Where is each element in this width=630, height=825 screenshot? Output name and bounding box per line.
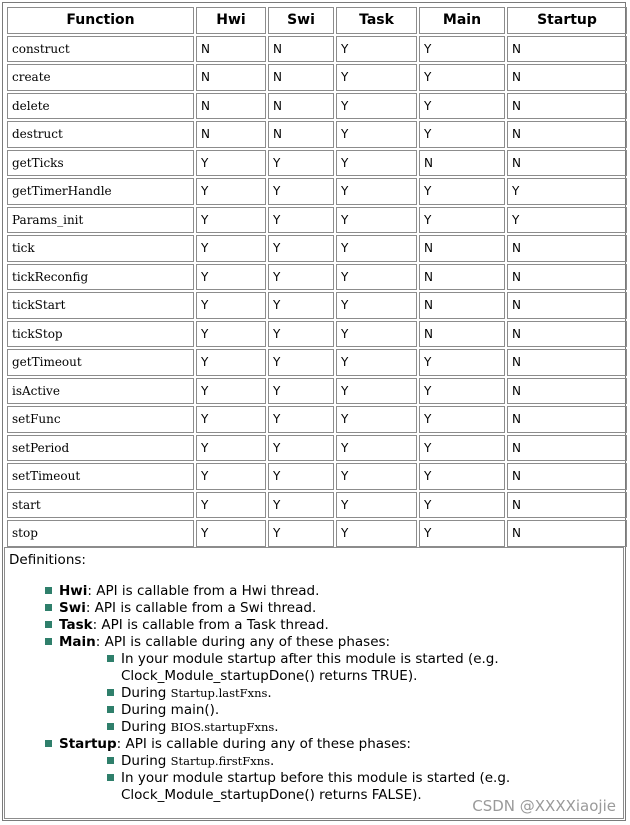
square-bullet-icon — [107, 723, 114, 730]
permission-cell: Y — [419, 406, 505, 433]
phase-text: During — [121, 753, 171, 769]
definition-text: : API is callable during any of these phases: — [95, 634, 391, 650]
table-row — [7, 235, 627, 262]
phase-code: Startup.firstFxns — [170, 754, 271, 768]
function-name-cell: tickStart — [7, 292, 194, 319]
table-row — [7, 520, 627, 547]
permission-cell: N — [419, 264, 505, 291]
function-name-cell: isActive — [7, 378, 194, 405]
phase-code: Startup.lastFxns — [170, 686, 268, 700]
permission-cell: N — [507, 435, 627, 462]
definition-term: Task — [59, 617, 93, 633]
table-row — [7, 463, 627, 490]
phase-text: In your module startup before this module is started (e.g. Clock_Module_startupDone() returns FALSE). — [121, 770, 511, 803]
function-name-cell: setTimeout — [7, 463, 194, 490]
permission-cell: Y — [336, 321, 417, 348]
permission-cell: Y — [336, 36, 417, 63]
permission-cell: Y — [336, 406, 417, 433]
permission-cell: Y — [196, 349, 266, 376]
square-bullet-icon — [107, 774, 114, 781]
permission-cell: Y — [196, 292, 266, 319]
permission-cell: N — [196, 93, 266, 120]
definition-item — [45, 634, 605, 736]
permission-cell: Y — [336, 349, 417, 376]
table-row — [7, 178, 627, 205]
function-name-cell: setPeriod — [7, 435, 194, 462]
definition-term: Swi — [59, 600, 86, 616]
permission-cell: N — [268, 121, 334, 148]
table-row — [7, 64, 627, 91]
square-bullet-icon — [45, 740, 52, 747]
permission-cell: Y — [196, 492, 266, 519]
table-row — [7, 321, 627, 348]
permission-cell: Y — [196, 207, 266, 234]
phase-item — [107, 651, 605, 685]
permission-cell: Y — [507, 178, 627, 205]
permission-cell: Y — [507, 207, 627, 234]
permission-cell: Y — [419, 121, 505, 148]
permission-cell: Y — [419, 207, 505, 234]
permission-cell: Y — [336, 93, 417, 120]
permission-cell: Y — [336, 207, 417, 234]
permission-cell: N — [507, 264, 627, 291]
permission-cell: N — [419, 235, 505, 262]
definition-item — [45, 617, 605, 634]
permission-cell: Y — [268, 321, 334, 348]
permission-cell: N — [507, 463, 627, 490]
permission-cell: Y — [419, 492, 505, 519]
definition-term: Main — [59, 634, 96, 650]
table-row — [7, 121, 627, 148]
function-name-cell: getTicks — [7, 150, 194, 177]
permission-cell: Y — [268, 292, 334, 319]
permission-cell: N — [507, 378, 627, 405]
function-name-cell: destruct — [7, 121, 194, 148]
definition-text: : API is callable during any of these phases: — [116, 736, 411, 752]
square-bullet-icon — [45, 638, 52, 645]
permission-cell: N — [268, 93, 334, 120]
permission-cell: N — [507, 235, 627, 262]
table-row — [7, 36, 627, 63]
phase-item — [107, 685, 605, 702]
permission-cell: Y — [336, 292, 417, 319]
function-name-cell: setFunc — [7, 406, 194, 433]
permission-cell: Y — [336, 492, 417, 519]
definitions-list — [45, 583, 605, 804]
header-function: Function — [7, 7, 194, 34]
function-name-cell: start — [7, 492, 194, 519]
permission-cell: N — [507, 121, 627, 148]
phase-text: During — [121, 719, 171, 735]
definition-text: : API is callable from a Task thread. — [92, 617, 329, 633]
header-main: Main — [419, 7, 505, 34]
phase-code: BIOS.startupFxns — [170, 720, 275, 734]
permission-cell: Y — [336, 150, 417, 177]
square-bullet-icon — [45, 587, 52, 594]
permission-cell: Y — [419, 378, 505, 405]
permission-cell: Y — [336, 235, 417, 262]
permission-cell: Y — [268, 207, 334, 234]
permission-cell: Y — [196, 264, 266, 291]
permission-cell: Y — [268, 520, 334, 547]
phase-item — [107, 719, 605, 736]
definition-item — [45, 600, 605, 617]
header-startup: Startup — [507, 7, 627, 34]
permission-cell: Y — [268, 235, 334, 262]
permission-cell: Y — [419, 64, 505, 91]
permission-cell: N — [507, 36, 627, 63]
function-name-cell: tick — [7, 235, 194, 262]
table-row — [7, 150, 627, 177]
permission-cell: Y — [336, 264, 417, 291]
phase-list — [59, 651, 605, 736]
table-body — [7, 36, 627, 547]
permission-cell: N — [507, 406, 627, 433]
header-hwi: Hwi — [196, 7, 266, 34]
function-name-cell: getTimerHandle — [7, 178, 194, 205]
permission-cell: Y — [268, 406, 334, 433]
permission-cell: N — [419, 292, 505, 319]
permission-cell: Y — [419, 435, 505, 462]
definition-term: Hwi — [59, 583, 88, 599]
permission-cell: Y — [196, 378, 266, 405]
permission-cell: Y — [268, 378, 334, 405]
permission-cell: N — [196, 36, 266, 63]
function-name-cell: tickStop — [7, 321, 194, 348]
definitions-title: Definitions: — [9, 552, 86, 568]
function-name-cell: delete — [7, 93, 194, 120]
definition-text: : API is callable from a Hwi thread. — [87, 583, 320, 599]
square-bullet-icon — [107, 689, 114, 696]
table-row — [7, 93, 627, 120]
permission-cell: Y — [336, 520, 417, 547]
permission-cell: Y — [268, 264, 334, 291]
permission-cell: N — [507, 349, 627, 376]
permission-cell: N — [507, 520, 627, 547]
table-row — [7, 435, 627, 462]
permission-cell: Y — [268, 492, 334, 519]
permission-cell: Y — [268, 178, 334, 205]
permission-cell: N — [507, 64, 627, 91]
phase-suffix: . — [270, 753, 275, 769]
permission-cell: Y — [336, 378, 417, 405]
phase-item — [107, 702, 605, 719]
phase-text: In your module startup after this module is started (e.g. Clock_Module_startupDone() returns TRUE). — [121, 651, 499, 684]
table-row — [7, 264, 627, 291]
permission-cell: Y — [336, 178, 417, 205]
function-table — [5, 5, 629, 549]
permission-cell: Y — [268, 435, 334, 462]
table-header-row — [7, 7, 627, 34]
permission-cell: N — [507, 150, 627, 177]
permission-cell: Y — [196, 321, 266, 348]
permission-cell: Y — [196, 406, 266, 433]
permission-cell: Y — [196, 463, 266, 490]
permission-cell: N — [419, 150, 505, 177]
permission-cell: Y — [336, 121, 417, 148]
definition-item — [45, 583, 605, 600]
square-bullet-icon — [107, 655, 114, 662]
permission-cell: Y — [336, 64, 417, 91]
phase-suffix: . — [267, 685, 272, 701]
definitions-box — [4, 547, 624, 819]
permission-cell: N — [507, 492, 627, 519]
permission-cell: Y — [419, 349, 505, 376]
permission-cell: Y — [268, 349, 334, 376]
permission-cell: Y — [196, 178, 266, 205]
permission-cell: Y — [196, 150, 266, 177]
permission-cell: N — [196, 64, 266, 91]
table-row — [7, 207, 627, 234]
header-swi: Swi — [268, 7, 334, 34]
function-name-cell: tickReconfig — [7, 264, 194, 291]
definition-text: : API is callable from a Swi thread. — [85, 600, 317, 616]
square-bullet-icon — [107, 706, 114, 713]
phase-text: During main(). — [121, 702, 220, 718]
permission-cell: N — [507, 321, 627, 348]
permission-cell: N — [507, 292, 627, 319]
phase-item — [107, 753, 605, 770]
permission-cell: Y — [419, 178, 505, 205]
permission-cell: Y — [196, 235, 266, 262]
definition-term: Startup — [59, 736, 117, 752]
permission-cell: Y — [268, 150, 334, 177]
function-name-cell: stop — [7, 520, 194, 547]
permission-cell: Y — [196, 520, 266, 547]
permission-cell: Y — [196, 435, 266, 462]
table-row — [7, 292, 627, 319]
definition-item — [45, 736, 605, 804]
permission-cell: N — [268, 64, 334, 91]
function-name-cell: create — [7, 64, 194, 91]
permission-cell: Y — [268, 463, 334, 490]
square-bullet-icon — [107, 757, 114, 764]
table-row — [7, 406, 627, 433]
function-name-cell: Params_init — [7, 207, 194, 234]
permission-cell: Y — [419, 36, 505, 63]
table-row — [7, 378, 627, 405]
permission-cell: N — [507, 93, 627, 120]
table-row — [7, 349, 627, 376]
permission-cell: N — [268, 36, 334, 63]
permission-cell: Y — [419, 463, 505, 490]
permission-cell: Y — [419, 520, 505, 547]
permission-cell: Y — [419, 93, 505, 120]
function-name-cell: getTimeout — [7, 349, 194, 376]
table-row — [7, 492, 627, 519]
permission-cell: N — [419, 321, 505, 348]
header-task: Task — [336, 7, 417, 34]
permission-cell: Y — [336, 435, 417, 462]
square-bullet-icon — [45, 604, 52, 611]
function-name-cell: construct — [7, 36, 194, 63]
phase-suffix: . — [274, 719, 279, 735]
phase-text: During — [121, 685, 171, 701]
permission-cell: N — [196, 121, 266, 148]
permission-cell: Y — [336, 463, 417, 490]
watermark: CSDN @XXXXiaojie — [472, 797, 616, 815]
square-bullet-icon — [45, 621, 52, 628]
